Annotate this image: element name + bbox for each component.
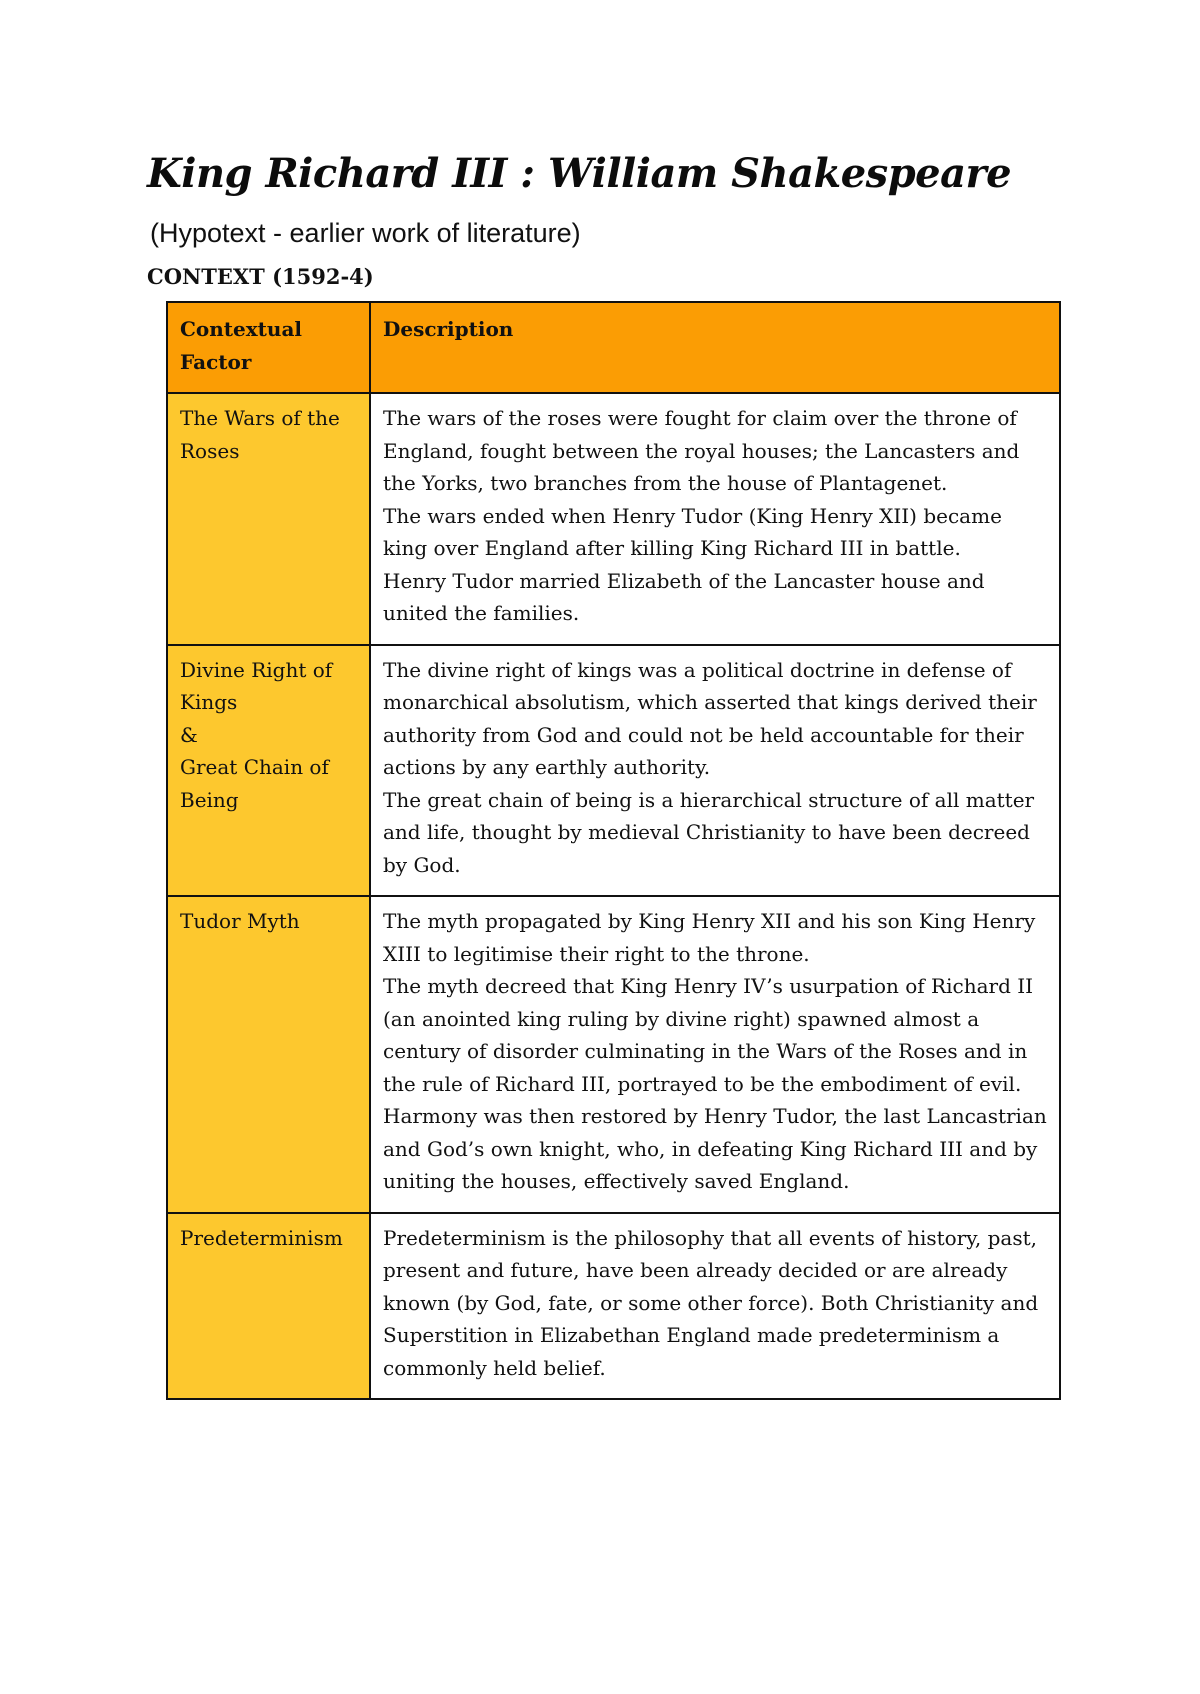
description-paragraph: Henry Tudor married Elizabeth of the Lancaster house and united the families. xyxy=(383,568,985,625)
row-factor: The Wars of the Roses xyxy=(167,393,370,645)
row-description xyxy=(370,393,1060,645)
table-header-row xyxy=(167,302,1060,393)
table-row xyxy=(167,896,1060,1213)
row-description xyxy=(370,896,1060,1213)
table-row xyxy=(167,393,1060,645)
header-description xyxy=(370,302,1060,393)
header-factor-label: Contextual Factor xyxy=(180,317,303,374)
row-description xyxy=(370,645,1060,897)
row-description xyxy=(370,1213,1060,1400)
description-paragraph: The wars of the roses were fought for claim over the throne of England, fought between the royal houses; the Lancasters and the Yorks, two branches from the house of Plantagenet. xyxy=(383,406,1020,495)
table-row xyxy=(167,645,1060,897)
description-paragraph: The myth decreed that King Henry IV’s usurpation of Richard II (an anointed king ruling by divine right) spawned almost a century of disorder culminating in the Wars of the Roses and in the rule of Richard III, portrayed to be the embodiment of evil. Harmony was then restored by Henry Tudor, the last Lancastrian and God’s own knight, who, in defeating King Richard III and by uniting the houses, effectively saved England. xyxy=(383,974,1047,1193)
description-paragraph: The divine right of kings was a political doctrine in defense of monarchical absolutism, which asserted that kings derived their authority from God and could not be held accountable for their actions by any earthly authority. xyxy=(383,657,1037,779)
document-subtitle: (Hypotext - earlier work of literature) xyxy=(150,218,581,248)
description-paragraph: Predeterminism is the philosophy that all events of history, past, present and future, have been already decided or are already known (by God, fate, or some other force). Both Christianity and Superstition in Elizabethan England made predeterminism a commonly held belief. xyxy=(383,1225,1039,1380)
description-paragraph: The myth propagated by King Henry XII and his son King Henry XIII to legitimise their right to the throne. xyxy=(383,909,1036,966)
context-heading: CONTEXT (1592-4) xyxy=(147,264,374,289)
table-row xyxy=(167,1213,1060,1400)
header-description-label: Description xyxy=(383,317,514,341)
row-factor: Predeterminism xyxy=(167,1213,370,1400)
context-table xyxy=(166,301,1061,1400)
description-paragraph: The great chain of being is a hierarchical structure of all matter and life, thought by medieval Christianity to have been decreed by God. xyxy=(383,787,1035,877)
header-factor xyxy=(167,302,370,393)
document-title: King Richard III : William Shakespeare xyxy=(147,150,1012,197)
row-factor: Tudor Myth xyxy=(167,896,370,1213)
row-factor: Divine Right of Kings & Great Chain of Being xyxy=(167,645,370,897)
description-paragraph: The wars ended when Henry Tudor (King Henry XII) became king over England after killing King Richard III in battle. xyxy=(383,503,1002,560)
